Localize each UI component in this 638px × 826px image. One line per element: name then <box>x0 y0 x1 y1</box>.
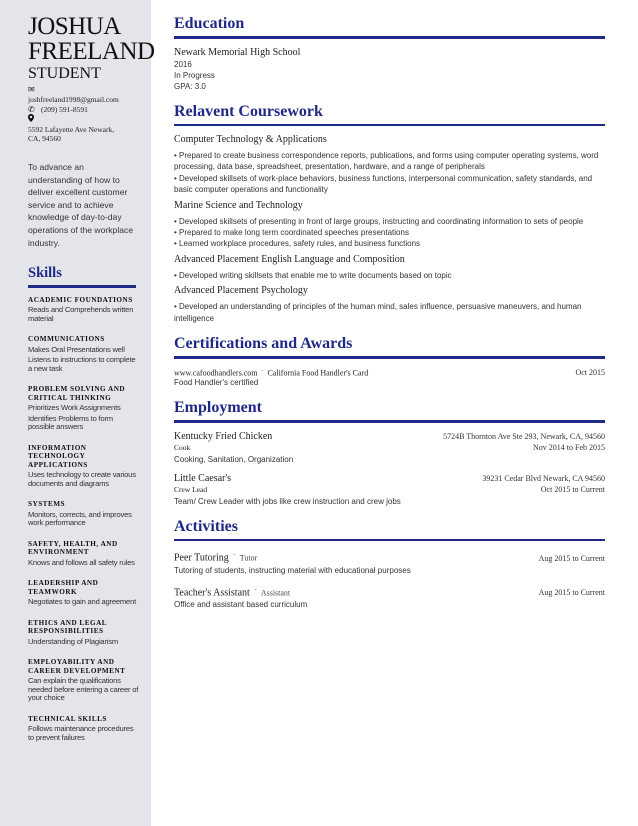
job-position: Crew Lead <box>174 484 208 494</box>
course-bullet: • Prepared to create business correspondence reports, publications, and forms using computer operating systems, word processing, data base, spreadsheet, presentation, hardware, and a range of peripherals <box>174 151 599 172</box>
job-description: Team/ Crew Leader with jobs like crew instruction and crew jobs <box>174 496 401 506</box>
activity-description: Office and assistant based curriculum <box>174 599 308 609</box>
activity-role: Tutor <box>239 553 258 563</box>
job-address: 39231 Cedar Blvd Newark, CA 94560 <box>482 473 605 483</box>
cert-issuer[interactable]: www.cafoodhandlers.com <box>174 368 258 378</box>
education-section <box>174 14 605 92</box>
cert-row <box>174 367 605 378</box>
name-last: FREELAND <box>28 38 155 65</box>
employment-heading: Employment <box>174 399 262 417</box>
course-bullet: • Prepared to make long term coordinated speeches presentations <box>174 228 409 238</box>
address-text: 5592 Lafayette Ave Newark, CA, 94560 <box>28 125 115 143</box>
map-pin-icon <box>28 114 38 124</box>
cert-name: California Food Handler's Card <box>267 368 369 378</box>
email-row <box>28 84 151 94</box>
skill-category: PROBLEM SOLVING AND CRITICAL THINKING <box>28 385 126 402</box>
coursework-section <box>174 102 605 325</box>
skill-item: Knows and follows all safety rules <box>28 557 135 567</box>
activity-role: Assistant <box>260 587 291 597</box>
skill-group <box>28 385 140 432</box>
education-gpa: GPA: 3.0 <box>174 81 206 91</box>
skill-item: Follows maintenance procedures to prevent failures <box>28 724 134 742</box>
skill-item: Listens to instructions to complete a new task <box>28 355 136 373</box>
course-bullet: • Developed an understanding of principles of the human mind, sales influence, persuasive maneuvers, and human intelligence <box>174 302 582 323</box>
activity-name: Teacher's Assistant <box>174 586 250 598</box>
course-bullet: • Developed writing skillsets that enable me to write documents based on topic <box>174 270 452 280</box>
skill-group <box>28 579 140 606</box>
activity-separator: - <box>233 552 236 559</box>
cert-date: Oct 2015 <box>575 368 605 378</box>
skill-item: Identifies Problems to form possible answers <box>28 413 113 432</box>
activity-dates: Aug 2015 to Current <box>538 587 605 597</box>
skill-category: SYSTEMS <box>28 500 66 509</box>
job-dates: Nov 2014 to Feb 2015 <box>533 442 605 452</box>
envelope-icon: ✉ <box>28 84 35 94</box>
job-address: 5724B Thornton Ave Ste 293, Newark, CA, 94560 <box>443 431 605 441</box>
activity-description: Tutoring of students, instructing material with educational purposes <box>174 565 411 575</box>
activities-heading: Activities <box>174 517 238 535</box>
education-status: In Progress <box>174 70 215 80</box>
skill-group <box>28 296 140 324</box>
role-title: STUDENT <box>28 65 101 82</box>
phone-row <box>28 104 151 114</box>
education-heading: Education <box>174 15 245 32</box>
skill-category: INFORMATION TECHNOLOGY APPLICATIONS <box>28 444 88 469</box>
course-bullet: • Developed skillsets of work-place behaviors, business functions, interpersonal communication, safety standards, and basic computer operations and functionality <box>174 173 593 195</box>
course-title: Marine Science and Technology <box>174 199 303 211</box>
section-divider <box>174 539 605 542</box>
skill-item: Monitors, corrects, and improves work performance <box>28 509 132 528</box>
address-row <box>28 114 151 124</box>
job-company: Kentucky Fried Chicken <box>174 430 273 442</box>
education-year: 2016 <box>174 59 192 69</box>
skill-category: EMPLOYABILITY AND CAREER DEVELOPMENT <box>28 658 126 675</box>
skill-group <box>28 658 140 703</box>
skill-category: LEADERSHIP AND TEAMWORK <box>28 579 99 596</box>
skill-group <box>28 540 140 567</box>
course-title: Computer Technology & Applications <box>174 134 327 145</box>
section-divider <box>174 124 605 127</box>
section-divider <box>174 420 605 423</box>
certifications-section <box>174 334 605 388</box>
course-bullet: • Developed skillsets of presenting in front of large groups, instructing and coordinating information to sets of people <box>174 216 584 226</box>
phone-icon: ✆ <box>28 104 35 114</box>
skill-group <box>28 500 140 528</box>
activity-name: Peer Tutoring <box>174 552 229 564</box>
job-description: Cooking, Sanitation, Organization <box>174 454 294 464</box>
skill-item: Can explain the qualifications needed before entering a career of your choice <box>28 676 139 703</box>
job-company: Little Caesar's <box>174 472 232 484</box>
sidebar <box>0 0 155 826</box>
skill-category: TECHNICAL SKILLS <box>28 714 107 723</box>
main-content <box>174 14 605 620</box>
coursework-heading: Relavent Coursework <box>174 102 323 120</box>
skill-item: Uses technology to create various documents and diagrams <box>28 470 136 488</box>
course-list <box>174 134 605 324</box>
school-name: Newark Memorial High School <box>174 46 301 58</box>
email-text[interactable]: joshfreeland1998@gmail.com <box>28 95 119 104</box>
name-first: JOSHUA <box>28 13 121 40</box>
certifications-heading: Certifications and Awards <box>174 335 353 353</box>
skill-group <box>28 715 140 743</box>
cert-separator: - <box>261 367 264 374</box>
skill-group <box>28 619 140 646</box>
skill-item: Makes Oral Presentations well <box>28 344 125 354</box>
skill-category: COMMUNICATIONS <box>28 335 105 344</box>
skill-category: SAFETY, HEALTH, AND ENVIRONMENT <box>28 540 118 557</box>
cert-description: Food Handler's certified <box>174 378 259 388</box>
job-entry <box>174 431 605 465</box>
skill-item: Negotiates to gain and agreement <box>28 597 137 607</box>
skill-category: ACADEMIC FOUNDATIONS <box>28 295 133 304</box>
skill-item: Understanding of Plagiarism <box>28 636 118 646</box>
job-position: Cook <box>174 442 191 452</box>
skill-list <box>28 296 140 743</box>
activities-section <box>174 517 605 610</box>
activity-entry <box>174 549 605 575</box>
skills-heading: Skills <box>28 265 62 282</box>
skill-group <box>28 444 140 488</box>
phone-text: (209) 591-8591 <box>41 104 88 114</box>
course-bullet: • Learned workplace procedures, safety rules, and business functions <box>174 239 421 249</box>
activity-entry <box>174 584 605 610</box>
job-dates: Oct 2015 to Current <box>540 484 605 494</box>
employment-section <box>174 398 605 507</box>
skill-item: Reads and Comprehends written material <box>28 305 134 323</box>
contact-block <box>28 84 151 143</box>
skills-divider <box>28 285 136 288</box>
skill-category: ETHICS AND LEGAL RESPONSIBILITIES <box>28 618 107 636</box>
course-title: Advanced Placement Psychology <box>174 285 308 297</box>
course-title: Advanced Placement English Language and Composition <box>174 253 405 265</box>
activity-separator: - <box>254 586 257 593</box>
objective-text: To advance an understanding of how to deliver excellent customer service and to achieve knowledge of day-to-day operations of the workplace industry. <box>28 162 134 248</box>
activity-dates: Aug 2015 to Current <box>538 553 605 563</box>
section-divider <box>174 36 605 39</box>
skill-group <box>28 335 140 373</box>
section-divider <box>174 356 605 359</box>
job-entry <box>174 473 605 507</box>
skill-item: Prioritizes Work Assignments <box>28 403 121 413</box>
